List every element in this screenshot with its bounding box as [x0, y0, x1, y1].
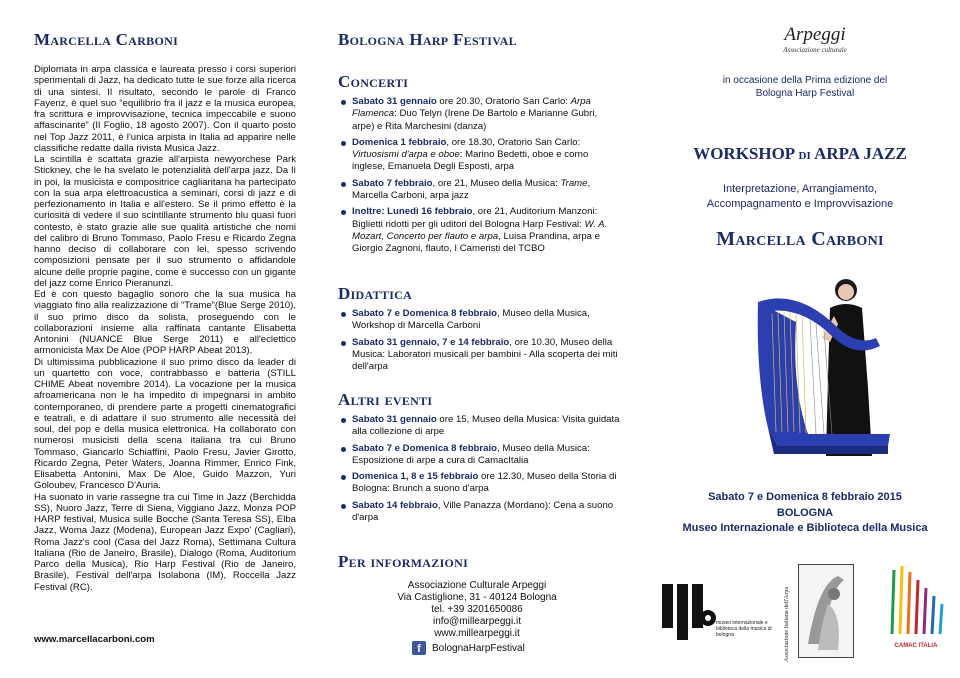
- museo-logo-mark: [660, 578, 720, 648]
- event-date: Sabato 7 e Domenica 8 febbraio 2015: [708, 491, 902, 503]
- event-info: [660, 490, 950, 537]
- contact-address: Via Castiglione, 31 - 40124 Bologna: [397, 592, 557, 603]
- contact-website[interactable]: www.millearpeggi.it: [434, 628, 520, 639]
- arpeggi-logo: [760, 24, 870, 54]
- bio-paragraph: Diplomata in arpa classica e laureata presso i corsi superiori sperimentali di Jazz, ha dedicato tutte le sue forze alla ricerca di una sintesi. Il risultato, secondo le parole di Franco Fayenz, è quel suo “equilibrio fra il jazz e la musica europea, fra scrittura e improvvisazione, tecnica impeccabile e suono affascinante” (Il Foglio, 18 agosto 2007). Con il quarto posto nel Top Jazz 2011, è l'unica arpista in Italia ad apparire nelle classifiche redatte dalla rivista Musica Jazz.: [34, 64, 296, 154]
- facebook-label: BolognaHarpFestival: [432, 642, 525, 654]
- festival-heading: Bologna Harp Festival: [338, 30, 517, 49]
- list-item: Sabato 7 e Domenica 8 febbraio, Museo della Musica: Esposizione di arpe a cura di CamacItalia: [338, 443, 620, 468]
- list-item: Domenica 1, 8 e 15 febbraio ore 12.30, Museo della Storia di Bologna: Brunch a suono d'arpa: [338, 471, 620, 496]
- bio-text: [34, 64, 296, 593]
- list-item: Sabato 14 febbraio, Ville Panazza (Mordano): Cena a suono d'arpa: [338, 500, 620, 525]
- camac-logo: [886, 560, 946, 652]
- occasion-text: [700, 74, 910, 100]
- bio-paragraph: Di ultimissima pubblicazione il suo primo disco da leader di un quartetto con voce, contrabbasso e batteria (STILL CHIME Abeat novembre 2014). La vocazione per la musica afroamericana non le ha impedito di impegnarsi in ambito contemporaneo, di prendere parte a progetti cinematografici e teatrali, e di adattare il suo strumento alle necessità del soul, del pop e della musica elettronica. Ha collaborato con numerosi musicisti della scena italiana tra cui Bruno Tommaso, Giancarlo Schiaffini, Paolo Fresu, Javier Girotto, Ricardo Zegna, Peter Waters, Joanna Rimmer, Enrico Fink, Elisabetta Antonini, Max De Aloe, Guido Mazzon, Yuri Goloubev, Francesco D'Auria.: [34, 356, 296, 492]
- museo-logo-text: museo internazionale e biblioteca della musica di bologna: [716, 620, 772, 638]
- logo-name: Arpeggi: [784, 24, 846, 45]
- occasion-line: in occasione della Prima edizione del: [722, 75, 888, 86]
- camac-logo-text: CAMAC ITALIA: [894, 643, 938, 649]
- contact-phone[interactable]: tel. +39 3201650086: [431, 604, 523, 615]
- altri-eventi-list: [338, 414, 620, 528]
- list-item: Domenica 1 febbraio, ore 18.30, Oratorio San Carlo: Virtuosismi d'arpa e oboe: Marino Bedetti, oboe e corno inglese, Emanuela Degli Esposti, arpa: [338, 137, 620, 174]
- aia-engraving: [798, 564, 854, 658]
- website-link[interactable]: www.marcellacarboni.com: [34, 634, 155, 645]
- aia-logo: [784, 562, 856, 662]
- didattica-heading: Didattica: [338, 284, 413, 303]
- bio-heading: Marcella Carboni: [34, 30, 179, 49]
- bio-paragraph: La scintilla è scattata grazie all'arpista newyorchese Park Stickney, che le ha svelato le potenzialità dell'arpa jazz. Da lì in poi, la musicista e compositrice cagliaritana ha partecipato con la sua arpa elettroacustica a seminari, corsi di jazz e di perfezionamento in Italia e all'estero. Se il primo effetto è la curiosità di vedere il suo scintillante strumento blu quasi fuori contesto, è stato grazie alle sue qualità artistiche che nomi del calibro di Bruno Tommaso, Paolo Fresu e Ricardo Zegna hanno deciso di collaborare con lei, spesso scrivendo composizioni pensate per il suo strumento o affidandole alcune delle proprie pagine, come è successo con un gigante del jazz come Enrico Pieranunzi.: [34, 154, 296, 289]
- workshop-subtitle: Interpretazione, Arrangiamento, Accompagnamento e Improvvisazione: [706, 183, 894, 210]
- list-item: Sabato 7 e Domenica 8 febbraio, Museo della Musica, Workshop di Marcella Carboni: [338, 308, 620, 333]
- contact-org: Associazione Culturale Arpeggi: [407, 580, 547, 591]
- workshop-title: WORKSHOP di ARPA JAZZ: [693, 144, 907, 163]
- aia-logo-text: Associazione Italiana dell'Arpa: [784, 586, 790, 662]
- didattica-list: [338, 308, 620, 377]
- contact-email[interactable]: info@millearpeggi.it: [433, 616, 521, 627]
- list-item: Sabato 7 febbraio, ore 21, Museo della Musica: Trame, Marcella Carboni, arpa jazz: [338, 178, 620, 203]
- logo-subtitle: Associazione culturale: [783, 46, 847, 54]
- list-item: Inoltre: Lunedì 16 febbraio, ore 21, Auditorium Manzoni: Biglietti ridotti per gli uditori del Bologna Harp Festival: W. A. Mozart, Concerto per flauto e arpa, Luisa Prandina, arpa e Giorgio Zagnoni, flauto, I Cameristi del TCBO: [338, 206, 620, 255]
- camac-harp-icon: [886, 560, 946, 638]
- occasion-line: Bologna Harp Festival: [755, 88, 855, 99]
- museo-logo: [660, 578, 780, 662]
- list-item: Sabato 31 gennaio ore 20.30, Oratorio San Carlo: Arpa Flamenca: Duo Telyn (Irene De Bartolo e Marianne Gubri, arpe) e Rita Marchesini (danza): [338, 96, 620, 133]
- bio-paragraph: Ha suonato in varie rassegne tra cui Time in Jazz (Berchidda SS), Nuoro Jazz, Terre di Siena, Viggiano Jazz, Monza POP HARP festival, Musica sulle Bocche (Santa Teresa SS), Elba Jazz, Woma Jazz (Modena), European Jazz Expo' (Cagliari), Roma Jazz's cool (Casa del Jazz Roma), Settimana Cultura Italiana (Rio de Janeiro, Brasile), Dialogo (Roma, Auditorium Parco della Musica), Rio Harp Festival (Rio de Janeiro, Brasile), Festival dell'arpa Isolabona (IM), Roccella Jazz Festival (RC).: [34, 491, 296, 593]
- list-item: Sabato 31 gennaio ore 15, Museo della Musica: Visita guidata alla collezione di arpe: [338, 414, 620, 439]
- altri-eventi-heading: Altri eventi: [338, 390, 433, 409]
- concerti-list: [338, 96, 620, 260]
- concerti-heading: Concerti: [338, 72, 409, 91]
- artist-name: Marcella Carboni: [716, 228, 884, 250]
- info-heading: Per informazioni: [338, 552, 469, 571]
- contact-block: [318, 580, 636, 640]
- facebook-link[interactable]: [412, 641, 525, 655]
- bio-paragraph: Ed è con questo bagaglio sonoro che la sua musica ha viaggiato fino alla realizzazione di “Trame”(Blue Serge 2010), il suo primo disco da solista, proseguendo con le collaborazioni insieme alla raffinata cantante Elisabetta Antonini (NUANCE Blue Serge 2011) e all'eclettico armonicista Max De Aloe (POP HARP Abeat 2013).: [34, 289, 296, 357]
- event-venue: Museo Internazionale e Biblioteca della Musica: [682, 522, 928, 534]
- left-panel: [0, 0, 318, 678]
- harpist-photo: [738, 268, 914, 458]
- facebook-icon: f: [412, 641, 426, 655]
- event-city: BOLOGNA: [776, 506, 834, 519]
- list-item: Sabato 31 gennaio, 7 e 14 febbraio, ore 10.30, Museo della Musica: Laboratori musicali per bambini - Alla scoperta dei miti dell'arpa: [338, 337, 620, 374]
